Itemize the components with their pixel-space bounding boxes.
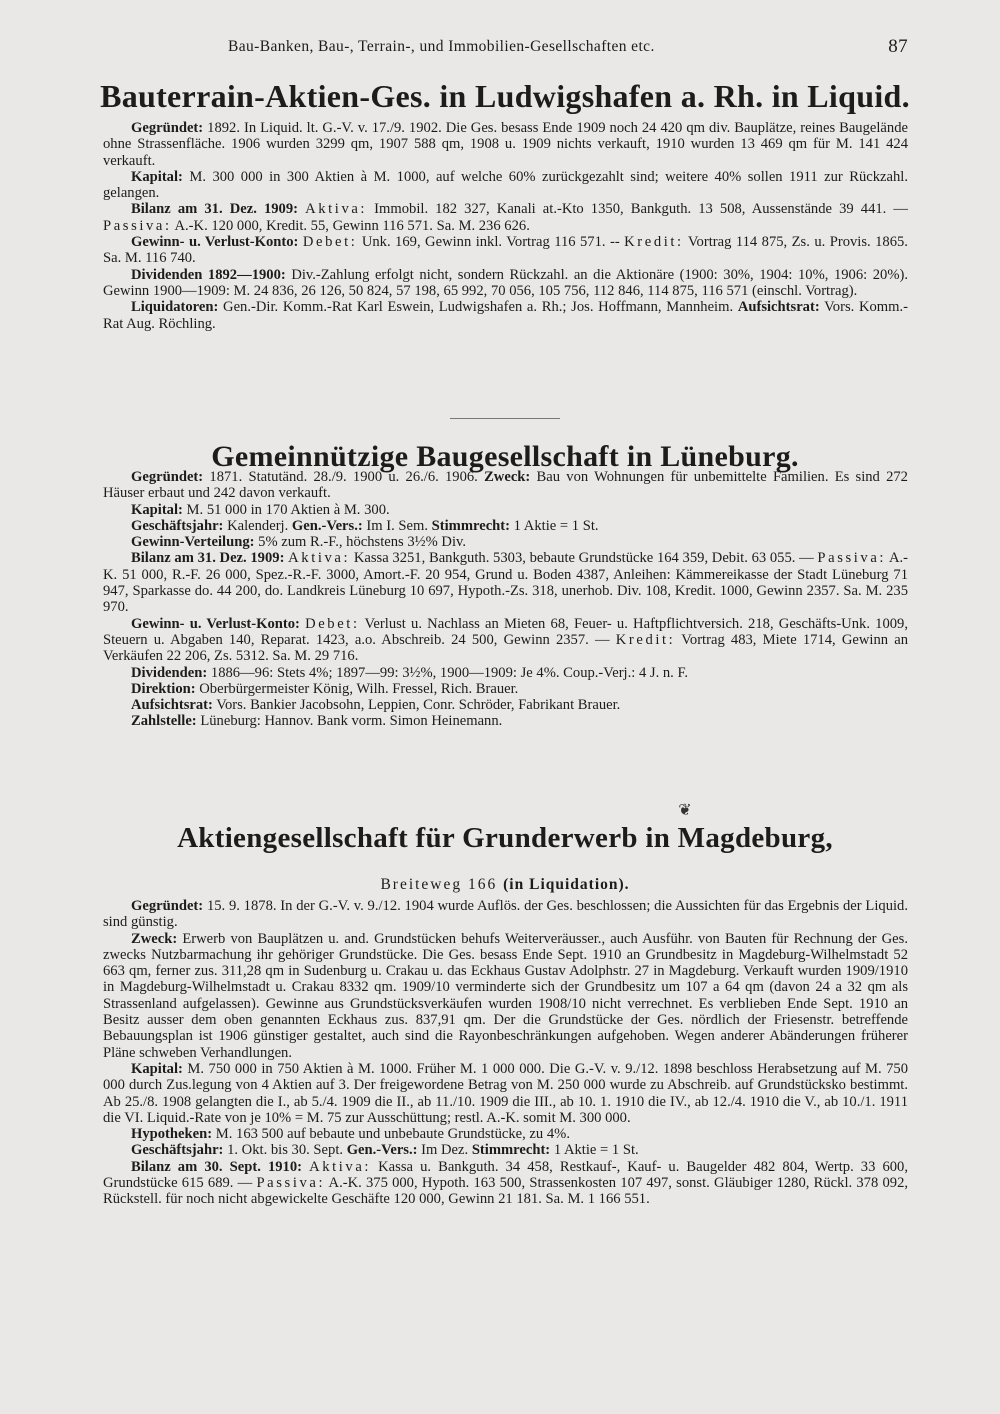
text: 1. Okt. bis 30. Sept. — [227, 1142, 344, 1159]
debet-label: Debet: — [302, 234, 358, 251]
section2-aufsichtsrat — [103, 697, 908, 713]
text: Vortrag 483, Miete 1714, Gewinn an Verkäufen 22 206, Zs. 5312. Sa. M. 29 716. — [103, 631, 909, 665]
text: 1892. In Liquid. lt. G.-V. v. 17./9. 1902. Die Ges. besass Ende 1909 noch 24 420 qm div. Bauplätze, reines Baugelände ohne Strassenfläche. 1906 wurden 3299 qm, 1907 588 qm, 1908 u. 1909 nichts verkauft, 1910 wurden 13 469 qm für M. 141 424 verkauft. — [103, 120, 908, 169]
text: Vors. Bankier Jacobsohn, Leppien, Conr. Schröder, Fabrikant Brauer. — [216, 697, 621, 714]
label: Kapital: — [131, 168, 183, 185]
text: M. 51 000 in 170 Aktien à M. 300. — [186, 501, 390, 518]
address: Breiteweg 166 — [380, 876, 498, 893]
label: Gegründet: — [131, 469, 204, 485]
section2-gewinn-verlust — [103, 616, 908, 665]
text: A.-K. 120 000, Kredit. 55, Gewinn 116 571. Sa. M. 236 626. — [174, 217, 530, 234]
section-divider — [450, 418, 560, 419]
text: Div.-Zahlung erfolgt nicht, sondern Rückzahl. an die Aktionäre (1900: 30%, 1904: 10%, 1906: 20%). Gewinn 1900—1909: M. 24 836, 26 126, 50 824, 57 198, 65 992, 70 056, 105 756, 112 846, 114 875, 116 571 (einschl. Vortrag). — [103, 266, 908, 299]
text: A.-K. 375 000, Hypoth. 163 500, Strassenkosten 107 497, sonst. Gläubiger 1280, Rückl. 378 092, Rückstell. für noch nicht abgewickelte Geschäfte 120 000, Gewinn 21 181. Sa. M. 1 166 551. — [103, 1175, 909, 1208]
label: Geschäftsjahr: — [131, 517, 224, 534]
text: A.-K. 51 000, R.-F. 26 000, Spez.-R.-F. 3000, Amort.-F. 20 954, Grund u. Boden 4387, Anleihen: Kämmereikasse der Stadt Lüneburg 71 947, Sparkasse do. 44 200, do. Landkreis Lüneburg 10 697, Hypoth.-Zs. 318, unerhob. Div. 108, Kredit. 1000, Gewinn 2357. Sa. M. 235 970. — [103, 550, 909, 616]
section2-dividenden — [103, 665, 908, 681]
label: Geschäftsjahr: — [131, 1142, 224, 1159]
text: M. 163 500 auf bebaute und unbebaute Grundstücke, zu 4%. — [215, 1126, 570, 1143]
section3-bilanz — [103, 1159, 908, 1208]
passiva-label: Passiva: — [103, 217, 172, 234]
running-title: Bau-Banken, Bau-, Terrain-, und Immobilien-Gesellschaften etc. — [228, 38, 655, 55]
text: Immobil. 182 327, Kanali at.-Kto 1350, Bankguth. 13 508, Aussenstände 39 441. — — [374, 201, 908, 218]
text: Verlust u. Nachlass an Mieten 68, Feuer- u. Haftpflichtversich. 218, Geschäfts-Unk. 1009, Steuern u. Abgaben 140, Reparat. 1423, a.o. Abschreib. 24 500, Gewinn 2357. — — [103, 615, 908, 648]
section2-bilanz — [103, 550, 908, 615]
page-header — [100, 36, 910, 62]
section2-title: Gemeinnützige Baugesellschaft in Lüneburg. — [211, 440, 799, 473]
kredit-label: Kredit: — [615, 631, 676, 648]
debet-label: Debet: — [305, 615, 360, 632]
section1-gegruendet — [103, 120, 908, 169]
ornament-icon: ❦ — [678, 802, 692, 819]
text: 1 Aktie = 1 St. — [513, 517, 599, 534]
text: Im Dez. — [421, 1142, 469, 1159]
section2-gewinn-verteilung — [103, 534, 908, 550]
label: Gewinn- u. Verlust-Konto: — [131, 615, 300, 632]
label: Direktion: — [131, 680, 196, 697]
page-number: 87 — [888, 36, 908, 57]
section1-kapital — [103, 169, 908, 202]
section1-dividenden — [103, 267, 908, 300]
text: 1886—96: Stets 4%; 1897—99: 3½%, 1900—1909: Je 4%. Coup.-Verj.: 4 J. n. F. — [210, 664, 689, 681]
label: Dividenden 1892—1900: — [131, 266, 286, 283]
section2-geschaeftsjahr — [103, 518, 908, 534]
text: M. 750 000 in 750 Aktien à M. 1000. Früher M. 1 000 000. Die G.-V. v. 9./12. 1898 beschloss Herabsetzung auf M. 750 000 durch Zus.legung von 4 Aktien auf 3. Der freigewordene Betrag von M. 250 000 wurde zu Abschreib. auf Grundstücksko bestimmt. Ab 25./8. 1908 gelangten die I., ab 5./4. 1909 die II., ab 11./10. 1909 die III., ab 10. 1. 1910 die IV., ab 12./4. 1910 die V., ab 10./1. 1911 die VI. Liquid.-Rate von je 10% = M. 75 zur Ausschüttung; restl. A.-K. somit M. 300 000. — [103, 1060, 908, 1126]
label: Bilanz am 30. Sept. 1910: — [131, 1158, 302, 1175]
section1-gewinn-verlust — [103, 234, 908, 267]
label: Gen.-Vers.: — [291, 517, 363, 534]
text: 1871. Statutänd. 28./9. 1900 u. 26./6. 1906. — [209, 469, 478, 485]
text: Oberbürgermeister König, Wilh. Fressel, Rich. Brauer. — [199, 680, 519, 697]
text: Bau von Wohnungen für unbemittelte Familien. Es sind 272 Häuser erbaut und 242 davon verkauft. — [103, 469, 908, 502]
section2-body — [103, 469, 908, 730]
text: Vortrag 114 875, Zs. u. Provis. 1865. Sa. M. 116 740. — [103, 234, 908, 267]
section1-liquidatoren — [103, 299, 908, 332]
aktiva-label: Aktiva: — [288, 550, 351, 567]
label: Zahlstelle: — [131, 713, 197, 730]
text: 1 Aktie = 1 St. — [553, 1142, 639, 1159]
section1-bilanz — [103, 201, 908, 234]
section3-hypotheken — [103, 1126, 908, 1142]
label: Kapital: — [131, 501, 183, 518]
label: Kapital: — [131, 1060, 183, 1077]
text: 5% zum R.-F., höchstens 3½% Div. — [258, 534, 467, 551]
status: (in Liquidation). — [503, 876, 630, 893]
text: Kassa u. Bankguth. 34 458, Restkauf-, Kauf- u. Baugelder 482 804, Wertp. 33 600, Grundstücke 615 689. — — [103, 1158, 908, 1192]
passiva-label: Passiva: — [817, 550, 887, 567]
label: Gen.-Vers.: — [346, 1142, 418, 1159]
text: Kassa 3251, Bankguth. 5303, bebaute Grundstücke 164 359, Debit. 63 055. — — [353, 550, 814, 567]
section3-subtitle — [100, 876, 910, 894]
label: Bilanz am 31. Dez. 1909: — [131, 550, 285, 567]
label: Aufsichtsrat: — [131, 697, 213, 714]
section3-geschaeftsjahr — [103, 1142, 908, 1158]
label: Stimmrecht: — [471, 1142, 551, 1159]
section1-title: Bauterrain-Aktien-Ges. in Ludwigshafen a. Rh. in Liquid. — [100, 78, 910, 114]
label: Hypotheken: — [131, 1126, 213, 1143]
label: Liquidatoren: — [131, 299, 219, 316]
section3-body — [103, 898, 908, 1208]
section3-gegruendet — [103, 898, 908, 931]
label: Gewinn- u. Verlust-Konto: — [131, 234, 299, 251]
text: 15. 9. 1878. In der G.-V. v. 9./12. 1904 wurde Auflös. der Ges. beschlossen; die Aussichten für das Ergebnis der Liquid. sind günstig. — [103, 898, 908, 931]
label: Zweck: — [131, 930, 178, 947]
section2-kapital — [103, 502, 908, 518]
label: Stimmrecht: — [431, 517, 511, 534]
aktiva-label: Aktiva: — [305, 201, 368, 218]
label: Dividenden: — [131, 664, 208, 681]
section2-direktion — [103, 681, 908, 697]
text: Gen.-Dir. Komm.-Rat Karl Eswein, Ludwigshafen a. Rh.; Jos. Hoffmann, Mannheim. — [223, 299, 734, 316]
section2-zahlstelle — [103, 713, 908, 729]
label: Gegründet: — [131, 898, 204, 914]
label: Gegründet: — [131, 120, 204, 136]
text: Erwerb von Bauplätzen u. and. Grundstücken behufs Weiterveräusser., auch Ausführ. von Bauten für Rechnung der Ges. zwecks Nutzbarmachung ihr gehöriger Grundstücke. Die Ges. besass Ende Sept. 1910 an Grundbesitz in Magdeburg-Wilhelmstadt 52 663 qm, ferner zus. 311,28 qm in Sudenburg u. Crakau u. das Eckhaus Gustav Adolphstr. 27 in Magdeburg. Verkauft wurden 1909/1910 in Magdeburg-Wilhelmstadt u. Crakau 8332 qm. 1909/10 verminderte sich der Grundbesitz um 107 a 64 qm (davon 24 a 32 qm als Strassenland aufgelassen). Gewinne aus Grundstücksverkäufen wurden 1908/10 nicht verrechnet. Es verblieben Ende Sept. 1910 an Besitz ausser dem oben genannten Eckhaus zus. 837,91 qm. Der die Grundstücke der Ges. nördlich der Friesenstr. betreffende Bebauungsplan ist 1906 günstiger gestaltet, auch sind die Rayonbeschränkungen aufgehoben. Wegen anderer Abänderungen früherer Pläne schweben Verhandlungen. — [103, 930, 908, 1061]
label: Bilanz am 31. Dez. 1909: — [131, 201, 298, 218]
label: Aufsichtsrat: — [737, 299, 820, 316]
text: Im I. Sem. — [366, 517, 428, 534]
section2-gegruendet — [103, 469, 908, 502]
text: Lüneburg: Hannov. Bank vorm. Simon Heinemann. — [200, 713, 503, 730]
passiva-label: Passiva: — [256, 1175, 326, 1192]
section3-title: Aktiengesellschaft für Grunderwerb in Magdeburg, — [177, 822, 833, 854]
aktiva-label: Aktiva: — [309, 1158, 372, 1175]
section3-kapital — [103, 1061, 908, 1126]
text: Vors. Komm.-Rat Aug. Röchling. — [103, 299, 909, 332]
label: Zweck: — [484, 469, 531, 485]
text: Kalenderj. — [227, 517, 289, 534]
section3-zweck — [103, 931, 908, 1061]
kredit-label: Kredit: — [624, 234, 684, 251]
label: Gewinn-Verteilung: — [131, 534, 255, 551]
section1-body — [103, 120, 908, 332]
text: M. 300 000 in 300 Aktien à M. 1000, auf welche 60% zurückgezahlt sind; weitere 40% sollen 1911 zur Rückzahl. gelangen. — [103, 168, 909, 202]
text: Unk. 169, Gewinn inkl. Vortrag 116 571. -- — [361, 234, 620, 251]
